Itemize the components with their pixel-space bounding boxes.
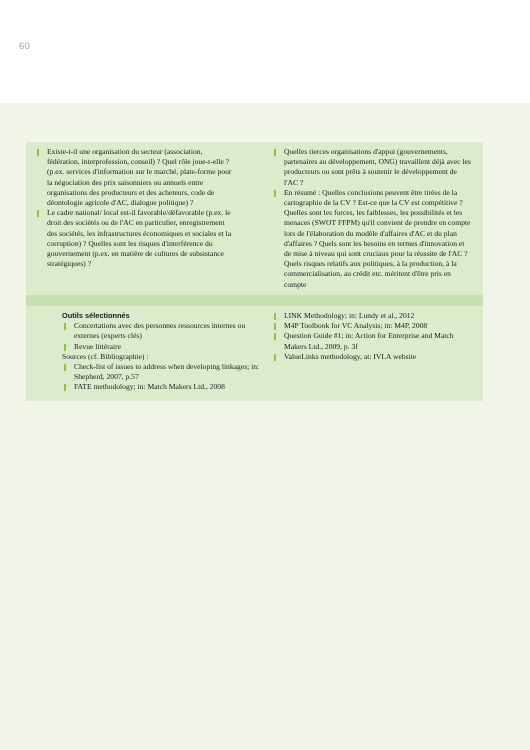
- list-item: Question Guide #1; in: Action for Enterprise and Match Makers Ltd., 2009, p. 3f: [272, 331, 472, 351]
- list-item: M4P Toolbook for VC Analysis; in: M4P, 2008: [272, 321, 472, 331]
- list-item: LINK Methodology; in: Lundy et al., 2012: [272, 311, 472, 321]
- list-item: Quelles tierces organisations d'appui (gouvernements, partenaires au développement, ONG) travaillent déjà avec les producteurs ou sont prêts à soutenir le développement de l'AC ?: [272, 147, 472, 188]
- tools-left-list-a: [62, 321, 262, 352]
- questions-right-column: [272, 147, 472, 290]
- list-item: FATE methodology; in: Match Makers Ltd., 2008: [62, 382, 262, 392]
- page-number: 60: [19, 41, 31, 52]
- tools-heading: Outils sélectionnés: [62, 311, 130, 320]
- tools-right-list: [272, 311, 472, 362]
- list-item: Check-list of issues to address when developing linkages; in: Shepherd, 2007, p.57: [62, 362, 262, 382]
- questions-right-list: [272, 147, 472, 290]
- questions-left-column: [35, 147, 235, 269]
- list-item: Le cadre national/ local est-il favorable/défavorable (p.ex. le droit des sociétés ou de l'AC en particulier, enregistrement des sociétés, les infrastructures économiques et sociales et la corruption) ? Quelles sont les risques d'interférence du gouvernement (p.ex. en matière de cultures de subsistance stratégiques) ?: [35, 208, 235, 269]
- section-divider: [26, 295, 483, 306]
- tools-right-column: [272, 311, 472, 362]
- list-item: Concertations avec des personnes ressources internes ou externes (experts clés): [62, 321, 262, 341]
- list-item: ValueLinks methodology, at: IVLA website: [272, 352, 472, 362]
- list-item: En résumé : Quelles conclusions peuvent être tirées de la cartographie de la CV ? Est-ce que la CV est compétitive ? Quelles sont les forces, les faiblesses, les possibilités et les menaces (SWOT FFPM) qu'il convient de prendre en compte lors de l'élaboration du modèle d'affaires d'AC et du plan d'affaires ? Quels sont les besoins en termes d'innovation et de mise à niveau qui sont cruciaux pour la réussite de l'AC ? Quels risques relatifs aux politiques, à la production, à la commercialisation, au crédit etc. méritent d'être pris en compte: [272, 188, 472, 290]
- questions-left-list: [35, 147, 235, 269]
- tools-left-list-b: [62, 362, 262, 393]
- list-item: Revue littéraire: [62, 342, 262, 352]
- sources-label: Sources (cf. Bibliographie) :: [62, 351, 149, 361]
- list-item: Existe-t-il une organisation du secteur (association, fédération, interprofession, conseil) ? Quel rôle joue-t-elle ? (p.ex. services d'information sur le marché, plate-forme pour la négociation des prix saisonniers ou annuels entre organisations des producteurs et des acheteurs, code de déontologie agricole d'AC, dialogue politique) ?: [35, 147, 235, 208]
- tools-left-column: [62, 311, 262, 393]
